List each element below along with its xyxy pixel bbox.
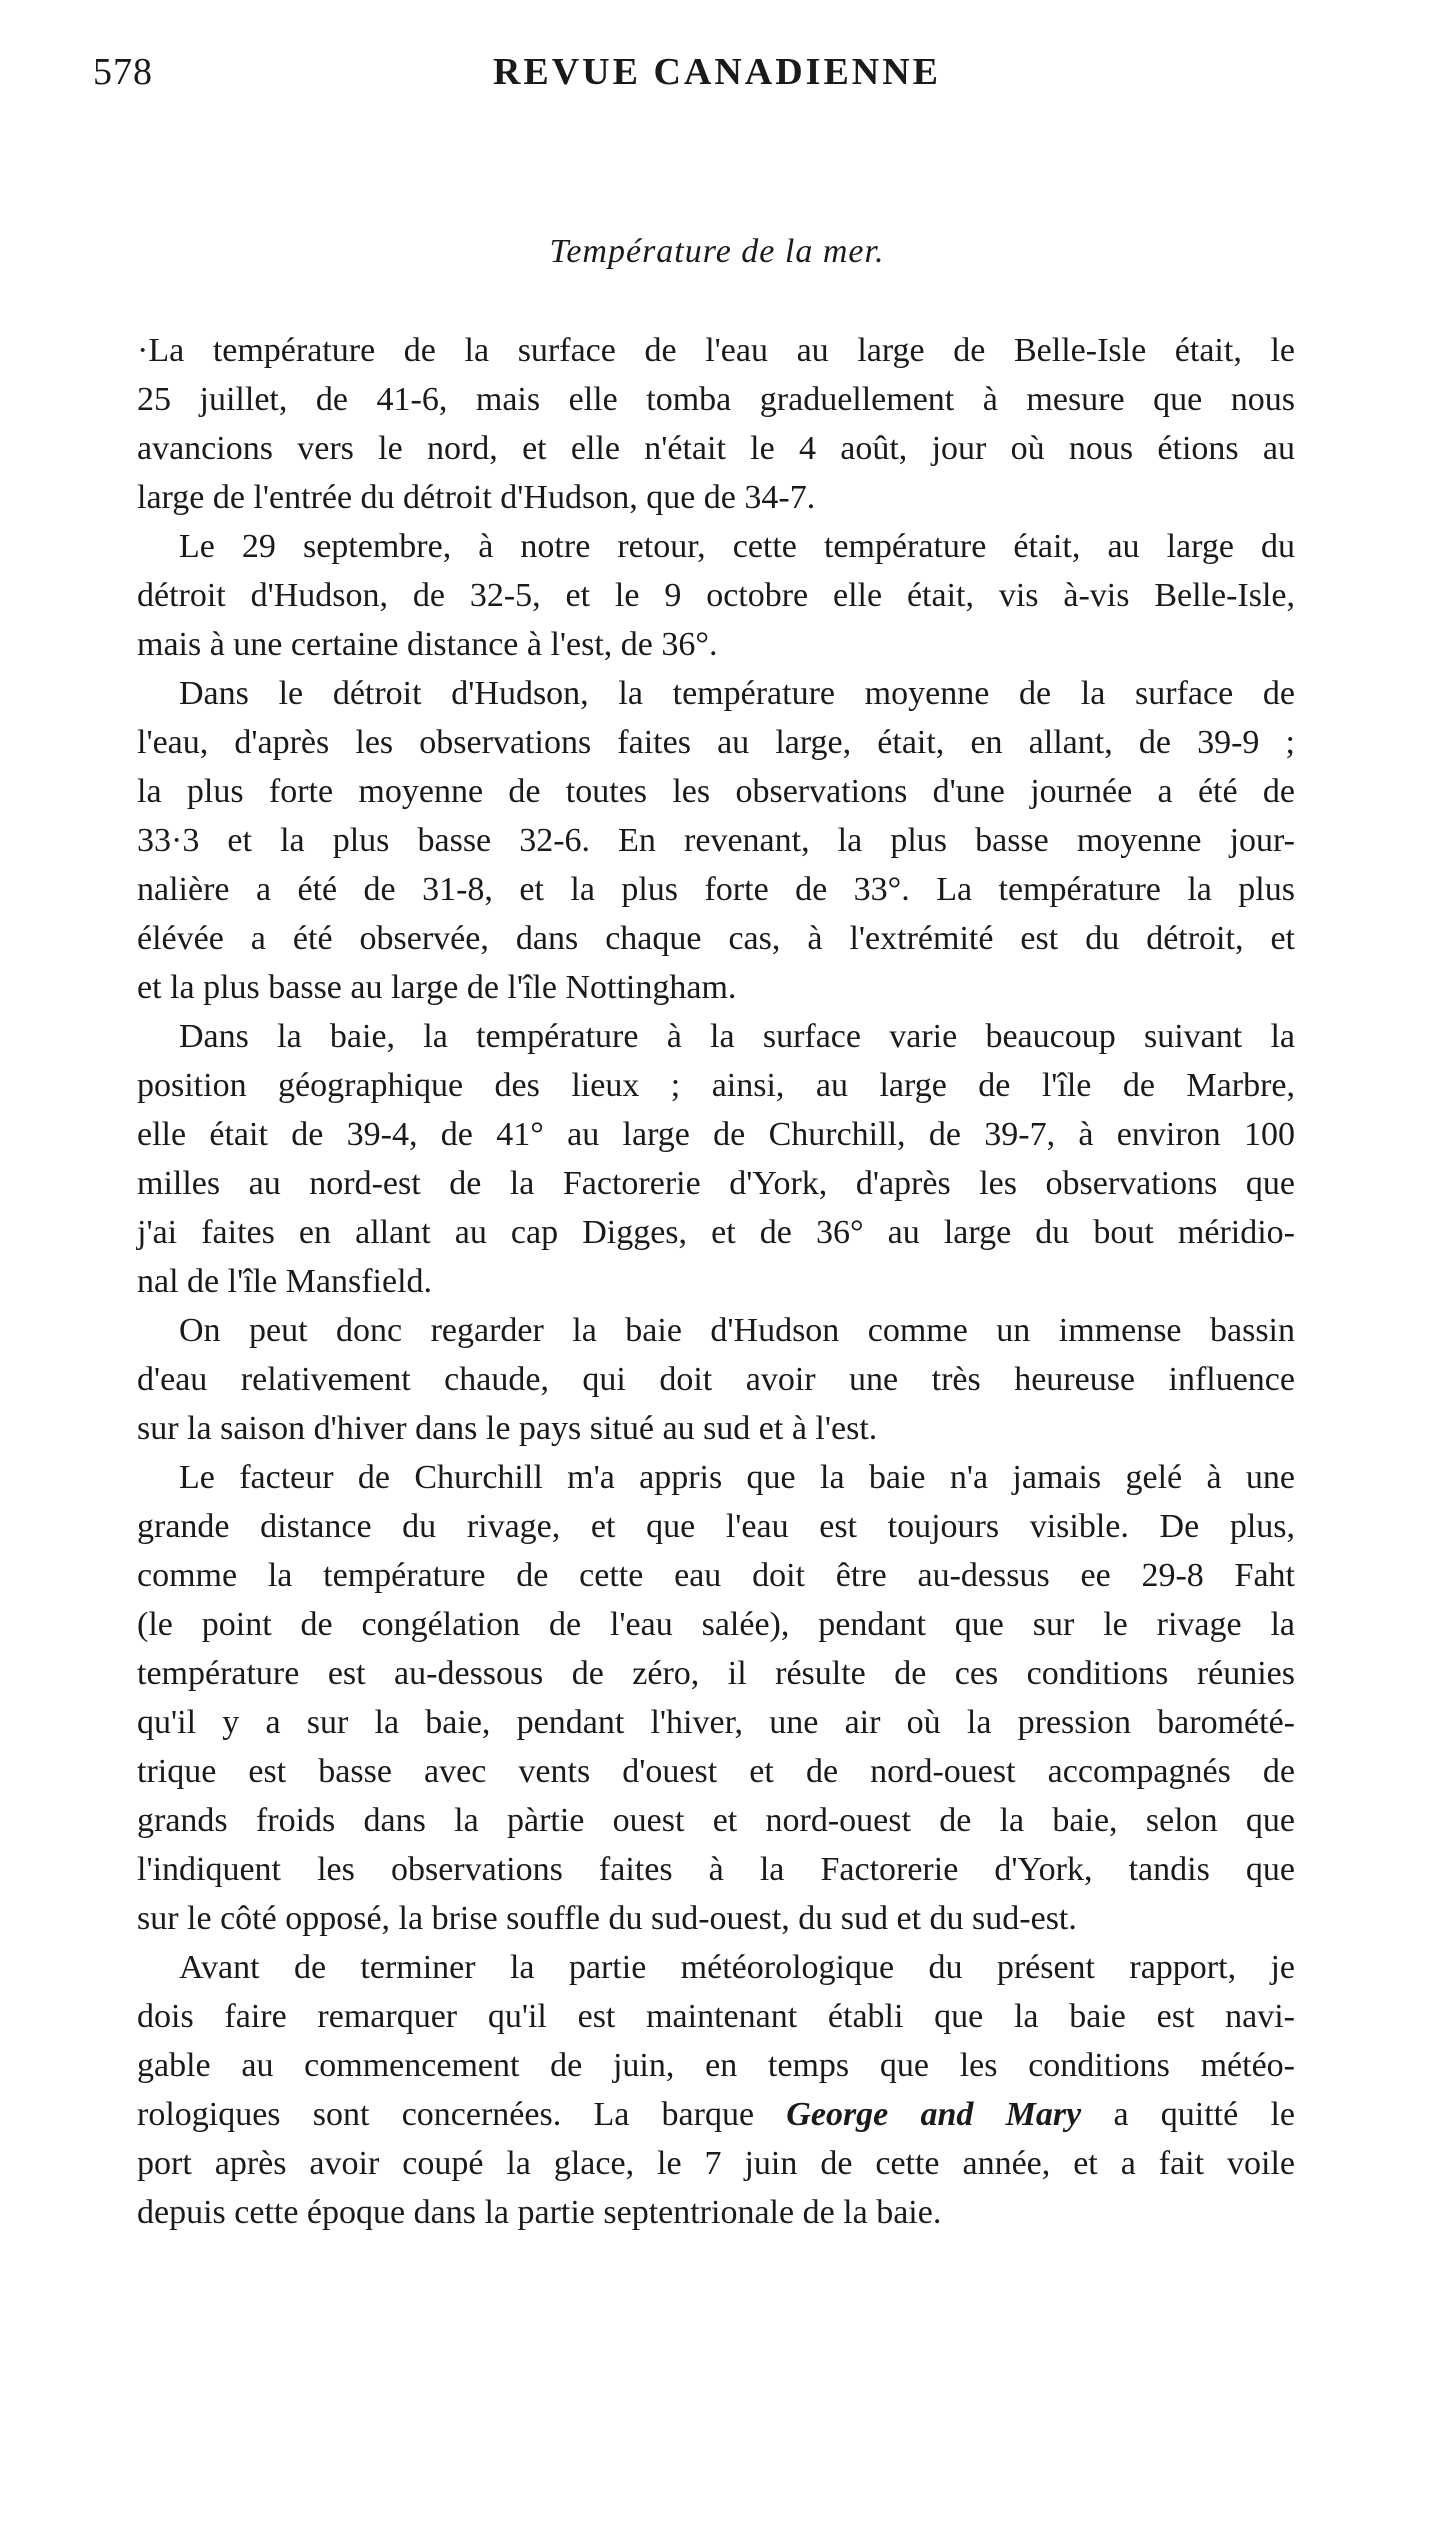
text-line: depuis cette époque dans la partie septentrionale de la baie.	[137, 2194, 942, 2231]
text-line: qu'il y a sur la baie, pendant l'hiver, une air où la pression baromété-	[137, 1704, 1295, 1741]
text-line: trique est basse avec vents d'ouest et de nord-ouest accompagnés de	[137, 1753, 1295, 1790]
text-line: nal de l'île Mansfield.	[137, 1263, 433, 1300]
text-line: milles au nord-est de la Factorerie d'York, d'après les observations que	[137, 1165, 1295, 1202]
text-line: Dans la baie, la température à la surface varie beaucoup suivant la	[179, 1018, 1295, 1055]
page-number: 578	[93, 51, 153, 93]
paragraph-sea-surface-belle-isle	[95, 326, 1295, 522]
text-line: mais à une certaine distance à l'est, de 36°.	[137, 626, 718, 663]
paragraph-bay-surface	[95, 1012, 1295, 1306]
text-line: Avant de terminer la partie météorologique du présent rapport, je	[179, 1949, 1295, 1986]
text-line: avancions vers le nord, et elle n'était le 4 août, jour où nous étions au	[137, 430, 1295, 467]
text-line: port après avoir coupé la glace, le 7 juin de cette année, et a fait voile	[137, 2145, 1295, 2182]
paragraph-hudson-strait	[95, 669, 1295, 1012]
paragraph-warm-basin	[95, 1306, 1295, 1453]
text-line: détroit d'Hudson, de 32-5, et le 9 octobre elle était, vis à-vis Belle-Isle,	[137, 577, 1295, 614]
text-line: température est au-dessous de zéro, il résulte de ces conditions réunies	[137, 1655, 1295, 1692]
paragraph-return-temperature	[95, 522, 1295, 669]
text-line: gable au commencement de juin, en temps que les conditions météo-	[137, 2047, 1295, 2084]
text-line: position géographique des lieux ; ainsi, au large de l'île de Marbre,	[137, 1067, 1295, 1104]
text-line: la plus forte moyenne de toutes les observations d'une journée a été de	[137, 773, 1295, 810]
text-line: large de l'entrée du détroit d'Hudson, que de 34-7.	[137, 479, 816, 516]
text-line: On peut donc regarder la baie d'Hudson comme un immense bassin	[179, 1312, 1295, 1349]
text-line: j'ai faites en allant au cap Digges, et de 36° au large du bout méridio-	[137, 1214, 1295, 1251]
running-head: REVUE CANADIENNE	[492, 51, 942, 93]
text-fragment: rologiques sont concernées. La barque	[137, 2096, 787, 2133]
text-line: dois faire remarquer qu'il est maintenant établi que la baie est navi-	[137, 1998, 1295, 2035]
text-line: l'indiquent les observations faites à la Factorerie d'York, tandis que	[137, 1851, 1295, 1888]
text-line: (le point de congélation de l'eau salée), pendant que sur le rivage la	[137, 1606, 1295, 1643]
text-line: elle était de 39-4, de 41° au large de Churchill, de 39-7, à environ 100	[137, 1116, 1295, 1153]
text-line: sur le côté opposé, la brise souffle du sud-ouest, du sud et du sud-est.	[137, 1900, 1077, 1937]
ship-name: George and Mary	[786, 2096, 1082, 2133]
text-line: d'eau relativement chaude, qui doit avoir une très heureuse influence	[137, 1361, 1295, 1398]
text-line: 25 juillet, de 41-6, mais elle tomba graduellement à mesure que nous	[137, 381, 1295, 418]
text-line: Le facteur de Churchill m'a appris que la baie n'a jamais gelé à une	[179, 1459, 1295, 1496]
text-line: grande distance du rivage, et que l'eau est toujours visible. De plus,	[137, 1508, 1295, 1545]
text-line: grands froids dans la pàrtie ouest et nord-ouest de la baie, selon que	[137, 1802, 1295, 1839]
text-line: sur la saison d'hiver dans le pays situé au sud et à l'est.	[137, 1410, 878, 1447]
text-line: l'eau, d'après les observations faites au large, était, en allant, de 39-9 ;	[137, 724, 1295, 761]
text-line: ·La température de la surface de l'eau au large de Belle-Isle était, le	[137, 332, 1295, 369]
paragraph-churchill-factor	[95, 1453, 1295, 1943]
text-line: 33·3 et la plus basse 32-6. En revenant, la plus basse moyenne jour-	[137, 822, 1295, 859]
text-line: élévée a été observée, dans chaque cas, à l'extrémité est du détroit, et	[137, 920, 1295, 957]
paragraph-navigability	[95, 1943, 1295, 2237]
section-title: Température de la mer.	[549, 233, 885, 270]
text-line: comme la température de cette eau doit être au-dessus ee 29-8 Faht	[137, 1557, 1295, 1594]
text-line: nalière a été de 31-8, et la plus forte de 33°. La température la plus	[137, 871, 1295, 908]
text-line: Dans le détroit d'Hudson, la température moyenne de la surface de	[179, 675, 1295, 712]
text-line-with-ship-name	[95, 2090, 1295, 2139]
text-fragment: a quitté le	[1081, 2096, 1295, 2133]
text-line: et la plus basse au large de l'île Nottingham.	[137, 969, 737, 1006]
body-text	[95, 326, 1295, 2237]
text-line: Le 29 septembre, à notre retour, cette température était, au large du	[179, 528, 1295, 565]
